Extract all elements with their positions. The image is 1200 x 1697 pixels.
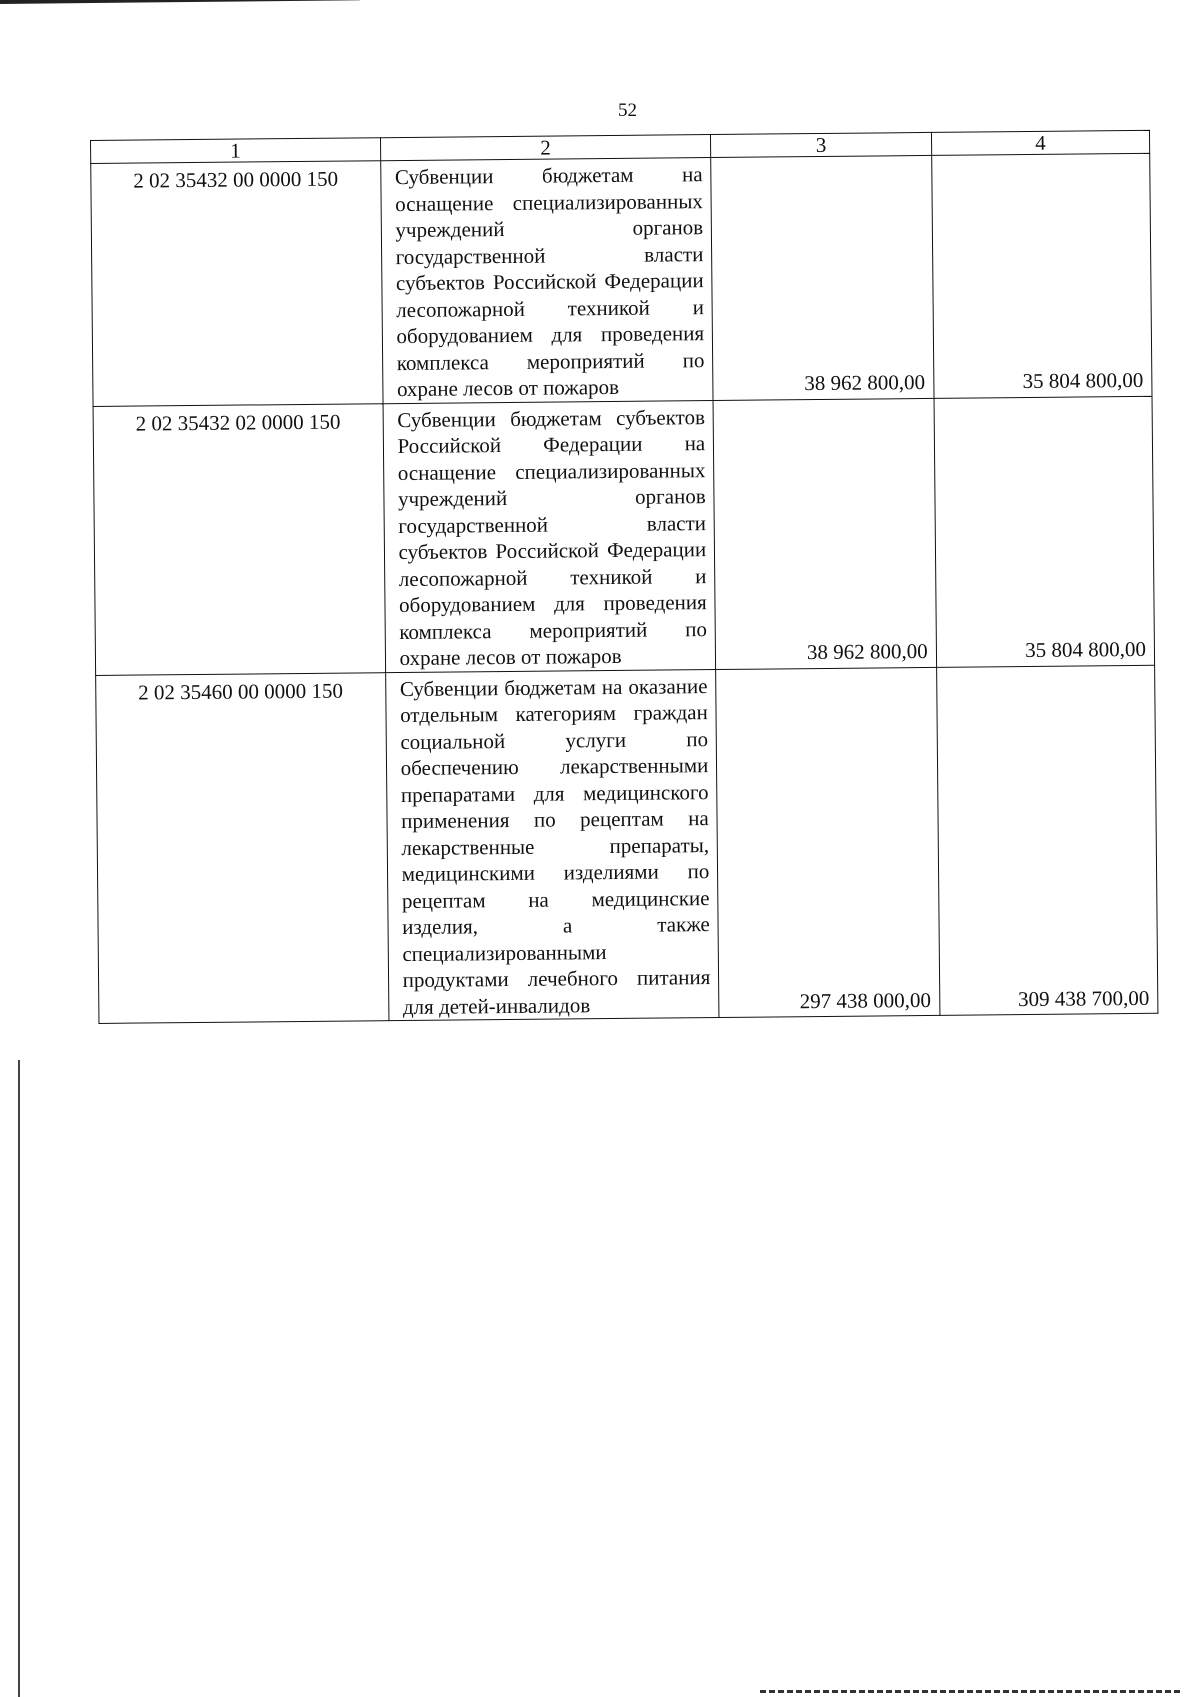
- document-sheet: [90, 130, 1158, 1024]
- table-row: [96, 665, 1158, 1024]
- page-number: 52: [618, 100, 637, 121]
- budget-table: [90, 130, 1158, 1024]
- amount-cell: 297 438 000,00: [716, 667, 940, 1018]
- description-cell: Субвенции бюджетам субъектов Российской Федерации на оснащение специализированных учреждений органов государственной власти субъектов Российской Федерации лесопожарной техникой и оборудованием для проведения комплекса мероприятий по охране лесов от пожаров: [383, 400, 716, 672]
- amount-cell: 38 962 800,00: [711, 155, 934, 400]
- column-header: 1: [91, 138, 381, 164]
- amount-cell: 309 438 700,00: [936, 665, 1158, 1016]
- description-cell: Субвенции бюджетам на оснащение специализированных учреждений органов государственной власти субъектов Российской Федерации лесопожарной техникой и оборудованием для проведения комплекса мероприятий по охране лесов от пожаров: [380, 158, 713, 404]
- amount-cell: 35 804 800,00: [934, 396, 1155, 667]
- column-header: 4: [931, 130, 1150, 155]
- column-header: 3: [711, 132, 932, 157]
- column-header: 2: [380, 135, 711, 161]
- table-row: [93, 396, 1155, 675]
- scan-edge-left: [18, 1060, 20, 1697]
- budget-code-cell: 2 02 35432 00 0000 150: [91, 161, 383, 406]
- scan-edge-bottom: [760, 1690, 1180, 1696]
- budget-code-cell: 2 02 35460 00 0000 150: [96, 672, 389, 1023]
- amount-cell: 35 804 800,00: [931, 153, 1152, 398]
- amount-cell: 38 962 800,00: [713, 398, 936, 669]
- budget-code-cell: 2 02 35432 02 0000 150: [93, 403, 385, 675]
- description-cell: Субвенции бюджетам на оказание отдельным категориям граждан социальной услуги по обеспечению лекарственными препаратами для медицинского применения по рецептам на лекарственные препараты, медицинскими изделиями по рецептам на медицинские изделия, а также специализированными продуктами лечебного питания для детей-инвалидов: [385, 669, 719, 1021]
- scan-edge-top: [0, 0, 360, 4]
- table-row: [91, 153, 1152, 406]
